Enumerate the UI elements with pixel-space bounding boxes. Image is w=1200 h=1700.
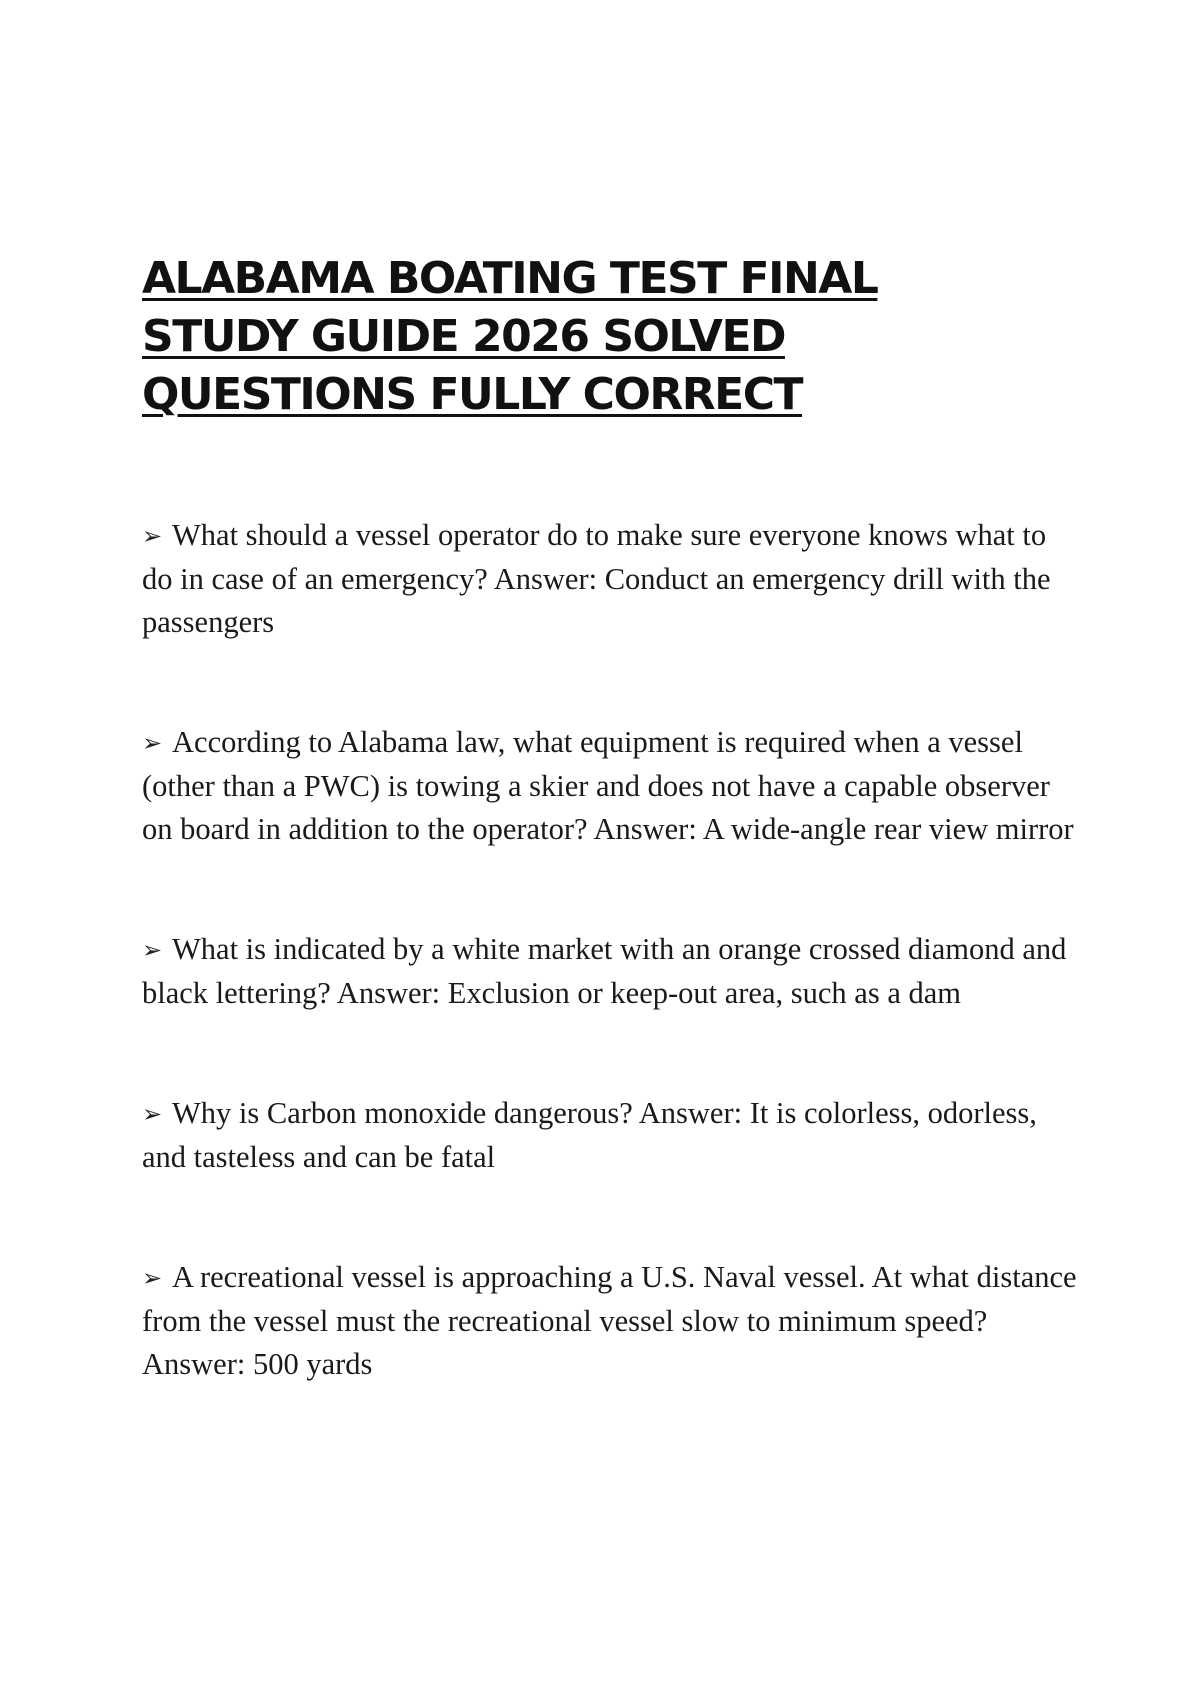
- answer-label: Answer:: [593, 812, 697, 846]
- question-item: [142, 1092, 1077, 1179]
- question-list: [142, 514, 1077, 1386]
- answer-label: Answer:: [142, 1347, 246, 1381]
- answer-text: 500 yards: [252, 1347, 373, 1381]
- arrow-bullet-icon: ➢: [142, 936, 163, 964]
- question-text: What should a vessel operator do to make sure everyone knows what to do in case of an emergency?: [142, 518, 1047, 596]
- answer-text: It is colorless, odorless, and tasteless and can be fatal: [142, 1096, 1037, 1174]
- arrow-bullet-icon: ➢: [142, 522, 163, 550]
- answer-label: Answer:: [638, 1096, 743, 1130]
- question-text: What is indicated by a white market with an orange crossed diamond and black lettering?: [142, 932, 1067, 1010]
- question-item: [142, 514, 1077, 644]
- question-text: According to Alabama law, what equipment is required when a vessel (other than a PWC) is towing a skier and does not have a capable observer on board in addition to the operator?: [142, 725, 1050, 846]
- question-item: [142, 928, 1077, 1015]
- question-item: [142, 721, 1077, 851]
- question-item: [142, 1256, 1077, 1386]
- answer-text: Conduct an emergency drill with the passengers: [142, 562, 1051, 639]
- arrow-bullet-icon: ➢: [142, 1264, 163, 1292]
- arrow-bullet-icon: ➢: [142, 1100, 163, 1128]
- answer-text: Exclusion or keep-out area, such as a dam: [447, 976, 961, 1010]
- document-title: ALABAMA BOATING TEST FINAL STUDY GUIDE 2026 SOLVED QUESTIONS FULLY CORRECT: [142, 253, 878, 420]
- answer-label: Answer:: [336, 976, 441, 1010]
- arrow-bullet-icon: ➢: [142, 729, 163, 757]
- answer-label: Answer:: [493, 562, 598, 596]
- answer-text: A wide-angle rear view mirror: [702, 812, 1074, 846]
- question-text: Why is Carbon monoxide dangerous?: [172, 1096, 633, 1130]
- question-text: A recreational vessel is approaching a U.S. Naval vessel. At what distance from the vessel must the recreational vessel slow to minimum speed?: [142, 1260, 1077, 1338]
